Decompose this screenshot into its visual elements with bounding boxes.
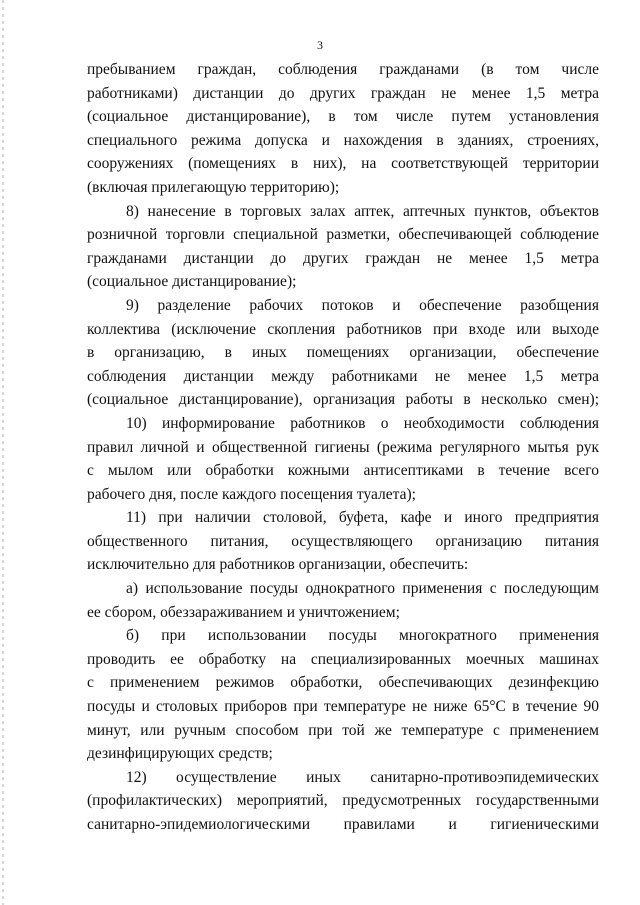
text-line: коллектива (исключение скопления работников при входе или выходе xyxy=(87,320,599,338)
text-line: 9) разделение рабочих потоков и обеспечение разобщения xyxy=(126,296,599,314)
text-line: (социальное дистанцирование); xyxy=(87,273,297,291)
text-line: исключительно для работников организации, обеспечить: xyxy=(87,556,469,574)
text-line: 12) осуществление иных санитарно-противоэпидемических xyxy=(126,768,599,786)
text-line: соблюдения дистанции между работниками не менее 1,5 метра xyxy=(87,367,599,385)
text-line: б) при использовании посуды многократного применения xyxy=(126,627,599,645)
text-line: пребыванием граждан, соблюдения гражданами (в том числе xyxy=(87,61,599,78)
text-line: сооружениях (помещениях в них), на соответствующей территории xyxy=(87,155,599,173)
text-line: общественного питания, осуществляющего организацию питания xyxy=(87,532,599,550)
text-line: работниками) дистанции до других граждан не менее 1,5 метра xyxy=(87,84,599,102)
text-line: 8) нанесение в торговых залах аптек, аптечных пунктов, объектов xyxy=(126,202,599,220)
text-line: (профилактических) мероприятий, предусмотренных государственными xyxy=(87,792,599,810)
text-line: рабочего дня, после каждого посещения туалета); xyxy=(87,485,416,503)
text-line: посуды и столовых приборов при температуре не ниже 65°С в течение 90 xyxy=(87,698,599,716)
text-line: с применением режимов обработки, обеспечивающих дезинфекцию xyxy=(87,674,599,692)
text-line: 10) информирование работников о необходимости соблюдения xyxy=(126,414,599,432)
text-line: проводить ее обработку на специализированных моечных машинах xyxy=(87,650,599,668)
body-text xyxy=(87,58,599,837)
text-line: специального режима допуска и нахождения в зданиях, строениях, xyxy=(87,131,599,149)
text-line: с мылом или обработки кожными антисептиками в течение всего xyxy=(87,462,599,480)
text-line: а) использование посуды однократного применения с последующим xyxy=(126,580,599,598)
page-number: 3 xyxy=(317,38,323,52)
text-line: санитарно-эпидемиологическими правилами и гигиеническими xyxy=(87,816,599,833)
text-line: 11) при наличии столовой, буфета, кафе и иного предприятия xyxy=(126,509,599,527)
scan-edge-mark xyxy=(2,0,4,905)
text-line: дезинфицирующих средств; xyxy=(87,745,273,763)
text-line: гражданами дистанции до других граждан не менее 1,5 метра xyxy=(87,249,599,267)
text-line: (социальное дистанцирование), в том числе путем установления xyxy=(87,108,599,126)
text-line: розничной торговли специальной разметки, обеспечивающей соблюдение xyxy=(87,226,599,244)
text-line: (включая прилегающую территорию); xyxy=(87,178,340,196)
text-line: правил личной и общественной гигиены (режима регулярного мытья рук xyxy=(87,438,599,456)
text-line: (социальное дистанцирование), организация работы в несколько смен); xyxy=(87,391,599,409)
text-line: ее сбором, обеззараживанием и уничтожением; xyxy=(87,603,400,621)
text-line: в организацию, в иных помещениях организации, обеспечение xyxy=(87,344,599,362)
text-line: минут, или ручным способом при той же температуре с применением xyxy=(87,721,599,739)
